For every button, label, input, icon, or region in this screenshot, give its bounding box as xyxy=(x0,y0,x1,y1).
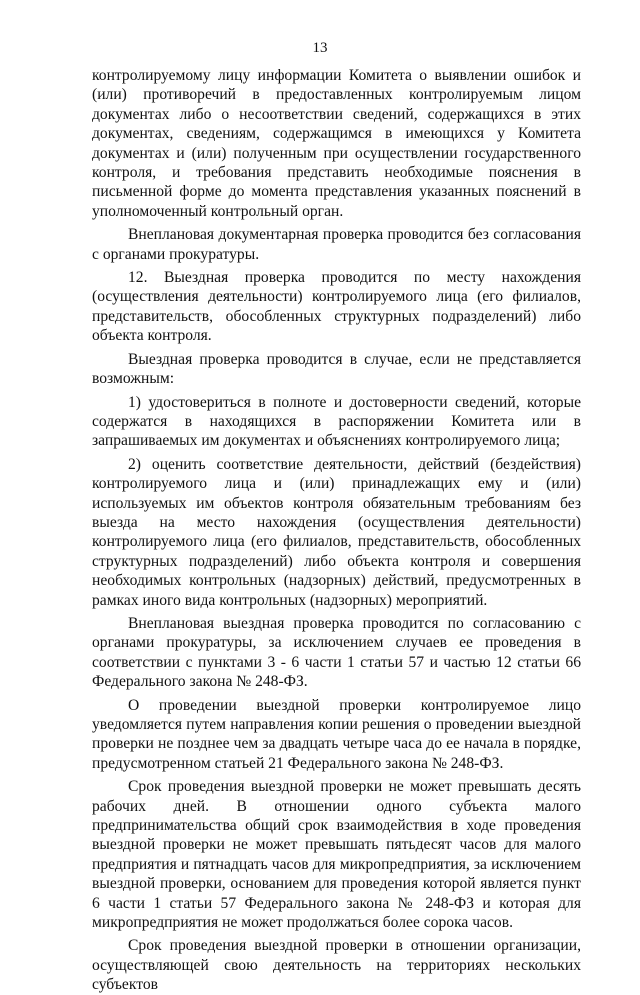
list-item-2: 2) оценить соответствие деятельности, действий (бездействия) контролируемого лица и (или) принадлежащих ему и (или) используемых им объектов контроля обязательным требованиям без выезда на место нахождения (осуществления деятельности) контролируемого лица (его филиалов, представительств, обособленных структурных подразделений) либо объекта контроля и совершения необходимых контрольных (надзорных) действий, предусмотренных в рамках иного вида контрольных (надзорных) мероприятий. xyxy=(92,455,581,609)
paragraph-unscheduled-documentary: Внеплановая документарная проверка проводится без согласования с органами прокуратуры. xyxy=(92,226,581,263)
paragraph-prosecutor-approval: Внеплановая выездная проверка проводится по согласованию с органами прокуратуры, за исключением случаев ее проведения в соответствии с пунктами 3 - 6 части 1 статьи 57 и частью 12 статьи 66 Федерального закона № 248-ФЗ. xyxy=(92,614,581,691)
paragraph-duration: Срок проведения выездной проверки не может превышать десять рабочих дней. В отношении одного субъекта малого предпринимательства общий срок взаимодействия в ходе проведения выездной проверки не может превышать пятьдесят часов для малого предприятия и пятнадцать часов для микропредприятия, за исключением выездной проверки, основанием для проведения которой является пункт 6 части 1 статьи 57 Федерального закона № 248-ФЗ и которая для микропредприятия не может продолжаться более сорока часов. xyxy=(92,778,581,932)
page-number: 13 xyxy=(312,40,328,56)
paragraph-continuation: контролируемому лицу информации Комитета о выявлении ошибок и (или) противоречий в предоставленных контролируемым лицом документах либо о несоответствии сведений, содержащихся в этих документах, сведениям, содержащимся в имеющихся у Комитета документах и (или) полученным при осуществлении государственного контроля, и требования представить необходимые пояснения в письменной форме до момента представления указанных пояснений в уполномоченный контрольный орган. xyxy=(92,67,581,220)
paragraph-notification: О проведении выездной проверки контролируемое лицо уведомляется путем направления копии решения о проведении выездной проверки не позднее чем за двадцать четыре часа до ее начала в порядке, предусмотренном статьей 21 Федерального закона № 248-ФЗ. xyxy=(92,696,581,772)
document-body xyxy=(92,66,581,995)
list-item-1: 1) удостовериться в полноте и достоверности сведений, которые содержатся в находящихся в распоряжении Комитета или в запрашиваемых им документах и объяснениях контролируемого лица; xyxy=(92,393,581,450)
paragraph-onsite-cases: Выездная проверка проводится в случае, если не представляется возможным: xyxy=(92,350,581,388)
paragraph-item-12: 12. Выездная проверка проводится по месту нахождения (осуществления деятельности) контролируемого лица (его филиалов, представительств, обособленных структурных подразделений) либо объекта контроля. xyxy=(92,269,581,345)
paragraph-multi-region: Срок проведения выездной проверки в отношении организации, осуществляющей свою деятельность на территориях нескольких субъектов xyxy=(92,937,581,994)
